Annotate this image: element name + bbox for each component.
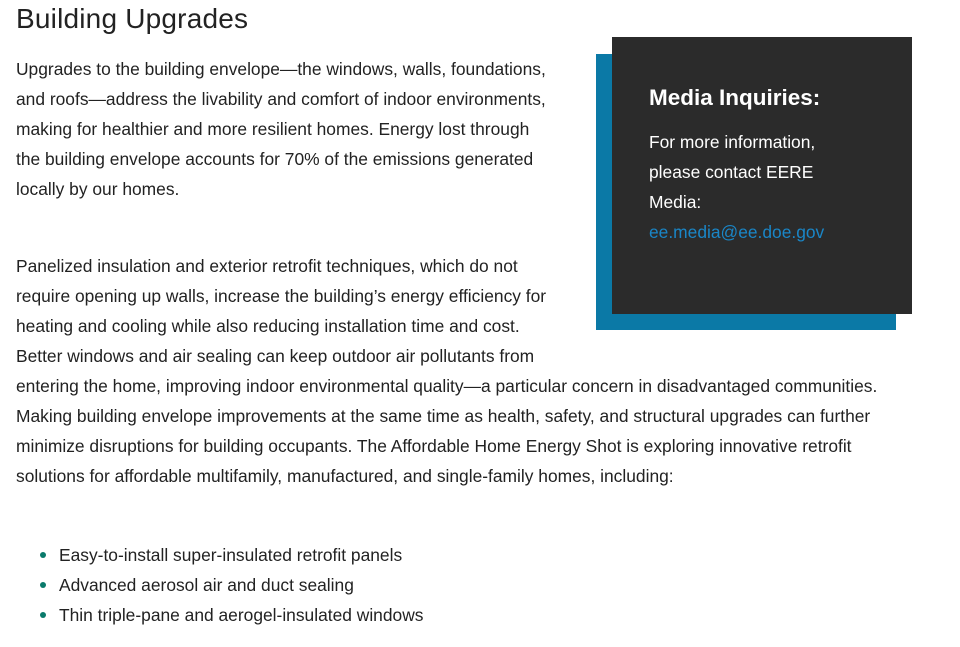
list-item-text: Thin triple-pane and aerogel-insulated windows bbox=[59, 605, 424, 625]
list-item-text: Easy-to-install super-insulated retrofit panels bbox=[59, 545, 403, 565]
media-inquiries-box bbox=[612, 37, 912, 314]
intro-paragraph: Upgrades to the building envelope—the windows, walls, foundations, and roofs—address the livability and comfort of indoor environments, making for healthier and more resilient homes. Energy lost through the building envelope accounts for 70% of the emissions generated locally by our homes. bbox=[16, 59, 546, 199]
list-item bbox=[16, 600, 423, 630]
media-title: Media Inquiries: bbox=[649, 85, 821, 110]
retrofit-paragraph-text: Panelized insulation and exterior retrofit techniques, which do not require opening up walls, increase the building’s energy efficiency for heating and cooling while also reducing installation time and cost. Better windows and air sealing can keep outdoor air pollutants from entering the home, improving indoor environmental quality—a particular concern in disadvantaged communities. Making building envelope improvements at the same time as health, safety, and structural upgrades can further minimize disruptions for building occupants. The Affordable Home Energy Shot is exploring innovative retrofit solutions for affordable multifamily, manufactured, and single-family homes, including: bbox=[16, 256, 878, 486]
media-email-link[interactable]: ee.media@ee.doe.gov bbox=[649, 222, 825, 242]
retrofit-solutions-list bbox=[16, 540, 423, 630]
media-contact-text: For more information, please contact EERE Media: bbox=[649, 132, 816, 212]
list-item bbox=[16, 570, 423, 600]
page-title: Building Upgrades bbox=[16, 3, 249, 34]
bullet-icon bbox=[40, 612, 46, 618]
bullet-icon bbox=[40, 582, 46, 588]
list-item bbox=[16, 540, 423, 570]
bullet-icon bbox=[40, 552, 46, 558]
list-item-text: Advanced aerosol air and duct sealing bbox=[59, 575, 354, 595]
media-text bbox=[649, 127, 859, 247]
